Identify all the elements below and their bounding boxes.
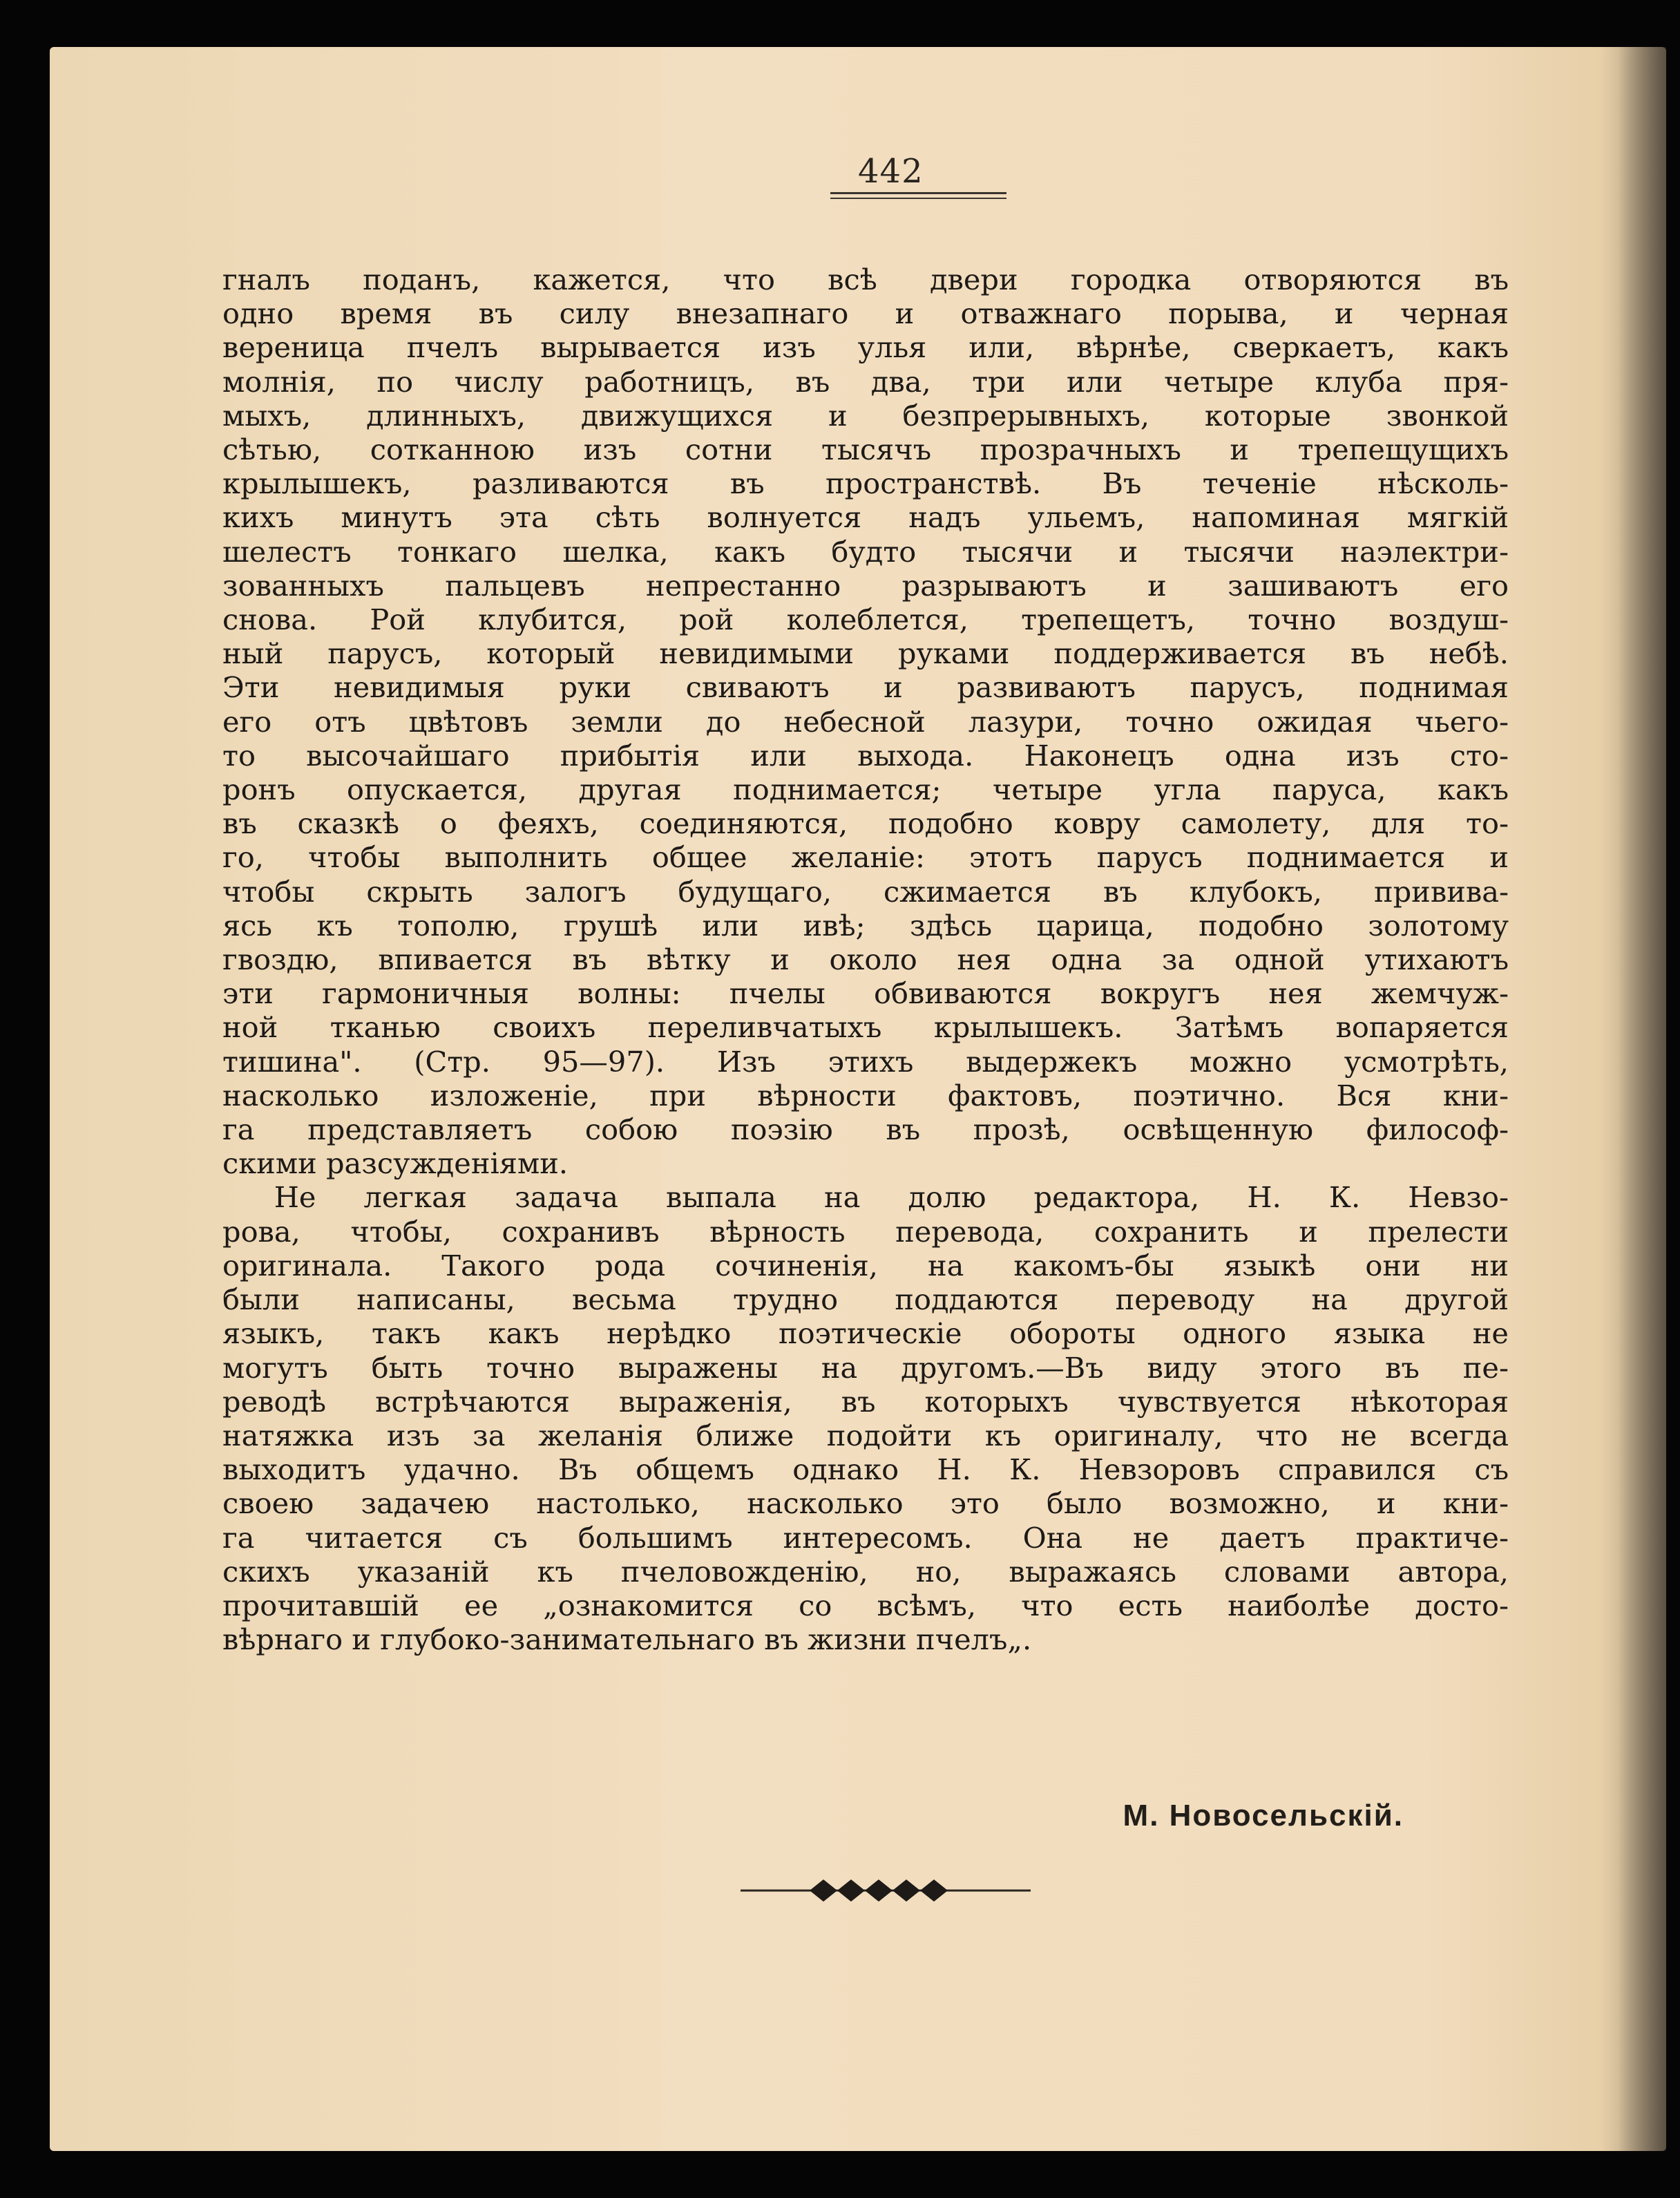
- text-line: натяжка изъ за желанія ближе подойти къ оригиналу, что не всегда: [222, 1418, 1509, 1452]
- text-line: мыхъ, длинныхъ, движущихся и безпрерывныхъ, которые звонкой: [222, 398, 1509, 433]
- book-page: [50, 47, 1666, 2151]
- text-line: Не легкая задача выпала на долю редактора, Н. К. Невзо-: [274, 1180, 1509, 1215]
- text-line: реводѣ встрѣчаются выраженія, въ которыхъ чувствуется нѣкоторая: [222, 1384, 1509, 1419]
- text-line: снова. Рой клубится, рой колеблется, трепещетъ, точно воздуш-: [222, 603, 1509, 637]
- author-signature: М. Новосельскій.: [1123, 1799, 1404, 1832]
- text-line: языкъ, такъ какъ нерѣдко поэтическіе обороты одного языка не: [222, 1316, 1509, 1351]
- text-line: Эти невидимыя руки свиваютъ и развиваютъ парусъ, поднимая: [222, 670, 1509, 705]
- text-line: вереница пчелъ вырывается изъ улья или, вѣрнѣе, сверкаетъ, какъ: [222, 330, 1509, 365]
- text-line: оригинала. Такого рода сочиненія, на какомъ-бы языкѣ они ни: [222, 1248, 1509, 1282]
- text-line: тишина". (Стр. 95—97). Изъ этихъ выдержекъ можно усмотрѣть,: [222, 1044, 1509, 1079]
- tailpiece-ornament: [741, 1870, 1031, 1911]
- text-line: вѣрнаго и глубоко-занимательнаго въ жизни пчелъ„.: [222, 1622, 1032, 1657]
- text-line: гналъ поданъ, кажется, что всѣ двери городка отворяются въ: [222, 263, 1509, 296]
- text-line: могутъ быть точно выражены на другомъ.—Въ виду этого въ пе-: [222, 1350, 1509, 1385]
- text-line: ный парусъ, который невидимыми руками поддерживается въ небѣ.: [222, 636, 1509, 671]
- text-line: чтобы скрыть залогъ будущаго, сжимается въ клубокъ, привива-: [222, 874, 1509, 909]
- text-line: ронъ опускается, другая поднимается; четыре угла паруса, какъ: [222, 773, 1509, 807]
- text-line: эти гармоничныя волны: пчелы обвиваются вокругъ нея жемчуж-: [222, 976, 1509, 1011]
- text-line: га читается съ большимъ интересомъ. Она не даетъ практиче-: [222, 1520, 1509, 1555]
- text-line: го, чтобы выполнить общее желаніе: этотъ парусъ поднимается и: [222, 840, 1509, 875]
- text-line: шелестъ тонкаго шелка, какъ будто тысячи и тысячи наэлектри-: [222, 534, 1509, 569]
- text-line: прочитавшій ее „ознакомится со всѣмъ, что есть наиболѣе досто-: [222, 1588, 1509, 1622]
- text-line: своею задачею настолько, насколько это было возможно, и кни-: [222, 1486, 1509, 1521]
- text-line: га представляетъ собою поэзію въ прозѣ, освѣщенную философ-: [222, 1112, 1509, 1147]
- text-line: гвоздю, впивается въ вѣтку и около нея одна за одной утихаютъ: [222, 942, 1509, 977]
- page-number: 442: [858, 152, 924, 191]
- text-line: ясь къ тополю, грушѣ или ивѣ; здѣсь царица, подобно золотому: [222, 908, 1509, 942]
- text-line: его отъ цвѣтовъ земли до небесной лазури, точно ожидая чьего-: [222, 704, 1509, 739]
- page-edge-shadow: [1618, 47, 1666, 2151]
- text-line: молнія, по числу работницъ, въ два, три или четыре клуба пря-: [222, 364, 1509, 399]
- text-line: скихъ указаній къ пчеловожденію, но, выражаясь словами автора,: [222, 1554, 1509, 1589]
- text-line: крылышекъ, разливаются въ пространствѣ. Въ теченіе нѣсколь-: [222, 466, 1509, 501]
- text-line: кихъ минутъ эта сѣть волнуется надъ ульемъ, напоминая мягкій: [222, 500, 1509, 535]
- text-line: скими разсужденіями.: [222, 1146, 569, 1181]
- article-text: [222, 263, 1509, 1656]
- text-line: были написаны, весьма трудно поддаются переводу на другой: [222, 1282, 1509, 1317]
- header-double-rule: [830, 192, 1006, 199]
- text-line: рова, чтобы, сохранивъ вѣрность перевода, сохранить и прелести: [222, 1214, 1509, 1249]
- text-line: насколько изложеніе, при вѣрности фактовъ, поэтично. Вся кни-: [222, 1078, 1509, 1112]
- text-line: сѣтью, сотканною изъ сотни тысячъ прозрачныхъ и трепещущихъ: [222, 433, 1509, 467]
- text-line: зованныхъ пальцевъ непрестанно разрываютъ и зашиваютъ его: [222, 568, 1509, 603]
- text-line: одно время въ силу внезапнаго и отважнаго порыва, и черная: [222, 296, 1509, 331]
- text-line: ной тканью своихъ переливчатыхъ крылышекъ. Затѣмъ вопаряется: [222, 1010, 1509, 1045]
- text-line: въ сказкѣ о феяхъ, соединяются, подобно ковру самолету, для то-: [222, 806, 1509, 841]
- text-line: то высочайшаго прибытія или выхода. Наконецъ одна изъ сто-: [222, 738, 1509, 773]
- text-line: выходитъ удачно. Въ общемъ однако Н. К. Невзоровъ справился съ: [222, 1452, 1509, 1487]
